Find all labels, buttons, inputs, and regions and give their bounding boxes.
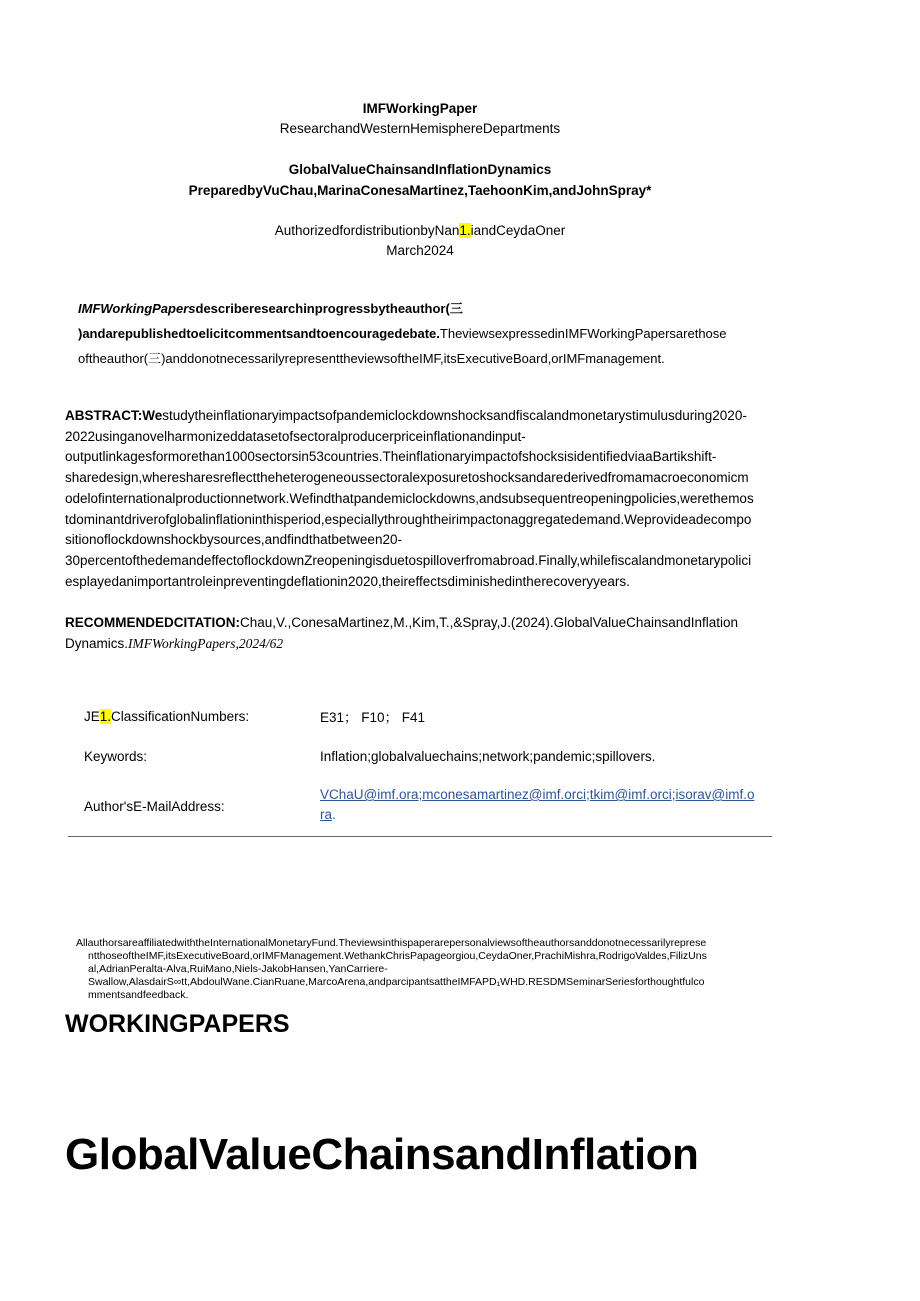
abstract-line: 2022usinganovelharmonizeddatasetofsectoralproducerpriceinflationandinput- <box>65 428 526 444</box>
email-link[interactable]: VChaU@imf.ora <box>320 787 419 802</box>
abstract-line: outputlinkagesformorethan1000sectorsin53countries.TheinflationaryimpactofshocksisidentifiedviaaBartikshift- <box>65 449 717 465</box>
email-label: Author'sE-MailAddress: <box>84 799 225 814</box>
series-label: IMFWorkingPaper <box>362 101 478 116</box>
citation-series: IMFWorkingPapers,2024/62 <box>128 636 284 651</box>
disclaimer-bold-1: describeresearchinprogressbytheauthor(三 <box>195 301 463 316</box>
jel-label: JE1.ClassificationNumbers: <box>84 709 250 724</box>
citation-label: RECOMMENDEDCITATION: <box>65 615 240 630</box>
footnote-line: ntthoseoftheIMF,itsExecutiveBoard,orIMFManagement.WethankChrisPapageorgiou,CeydaOner,PrachiMishra,RodrigoValdes,FilizUns <box>88 950 707 962</box>
abstract-line: odelofinternationalproductionnetwork.Wefindthatpandemiclockdowns,andsubsequentreopeningpolicies,werethemos <box>65 490 754 506</box>
working-papers-heading: WORKINGPAPERS <box>65 1010 290 1038</box>
departments: ResearchandWesternHemisphereDepartments <box>279 121 561 136</box>
author-emails: VChaU@imf.ora;mconesamartinez@imf.orci;tkim@imf.orci;isorav@imf.o ra. <box>320 787 755 822</box>
disclaimer <box>78 296 778 371</box>
abstract-line: tdominantdriverofglobalinflationinthisperiod,especiallythroughtheirimpactonaggregatedemand.Weprovideadecompo <box>65 511 752 527</box>
paper-title: GlobalValueChainsandInflationDynamics <box>288 162 552 177</box>
disclaimer-plain: TheviewsexpressedinIMFWorkingPapersarethose <box>439 326 727 341</box>
footnote-line: mmentsandfeedback. <box>88 989 189 1001</box>
abstract-line: sharedesign,wheresharesreflecttheheterogeneoussectoralexposuretoshocksandarederivedfromamacroeconomicm <box>65 470 749 486</box>
jel-codes: E31； F10； F41 <box>320 710 426 725</box>
email-link[interactable]: mconesamartinez@imf.orci <box>422 787 586 802</box>
email-link[interactable]: tkim@imf.orci <box>589 787 672 802</box>
abstract-label: ABSTRACT:We <box>65 408 163 423</box>
keywords-label: Keywords: <box>84 749 148 764</box>
citation-text: Chau,V.,ConesaMartinez,M.,Kim,T.,&Spray,J.(2024).GlobalValueChainsandInflation <box>240 615 739 630</box>
disclaimer-line-2 <box>78 321 778 346</box>
email-link[interactable]: isorav@imf.o <box>675 787 755 802</box>
footnote-line: al,AdrianPeralta-Alva,RuiMano,Niels-JakobHansen,YanCarriere- <box>88 963 388 975</box>
disclaimer-italic-lead: IMFWorkingPapers <box>78 301 196 316</box>
disclaimer-line-1 <box>78 296 778 321</box>
abstract-line: 30percentofthedemandeffectoflockdownZreopeningisduetospilloverfromabroad.Finally,whilefiscalandmonetarypolici <box>65 552 752 568</box>
disclaimer-bold-2: )andarepublishedtoelicitcommentsandtoencouragedebate. <box>78 326 440 341</box>
email-link[interactable]: ra <box>320 807 333 822</box>
footnote-line: AllauthorsareaffiliatedwiththeInternationalMonetaryFund.Theviewsinthispaperarepersonalviewsoftheauthorsanddonotnecessarilyreprese <box>76 937 707 949</box>
keywords-value: Inflation;globalvaluechains;network;pandemic;spillovers. <box>320 749 656 764</box>
prepared-by: PreparedbyVuChau,MarinaConesaMartinez,TaehoonKim,andJohnSpray* <box>188 183 652 198</box>
divider <box>68 836 772 837</box>
abstract <box>65 406 777 592</box>
footnote <box>76 937 776 1002</box>
publication-date: March2024 <box>386 243 454 258</box>
abstract-line: ABSTRACT:Westudytheinflationaryimpactsofpandemiclockdownshocksandfiscalandmonetarystimulusduring2020- <box>65 408 747 423</box>
abstract-line: sitionoflockdownshockbysources,andfindthatbetween20- <box>65 532 402 548</box>
footnote-line: Swallow,AlasdairS∞tt,AbdoulWane.CianRuane,MarcoArena,andparcipantsattheIMFAPD₁WHD.RESDMSeminarSeriesforthoughtfulco <box>88 976 705 988</box>
authorized-suffix: iandCeydaOner <box>470 223 566 238</box>
cover-title: GlobalValueChainsandInflation <box>65 1130 699 1179</box>
authorized-by <box>0 221 840 241</box>
abstract-line: esplayedanimportantroleinpreventingdeflationin2020,theireffectsdiminishedintherecoveryyears. <box>65 573 630 589</box>
authorized-highlight: 1. <box>459 223 471 238</box>
authorized-prefix: AuthorizedfordistributionbyNan <box>274 223 460 238</box>
recommended-citation: RECOMMENDEDCITATION:Chau,V.,ConesaMartinez,M.,Kim,T.,&Spray,J.(2024).GlobalValueChainsandInflation Dynamics.IMFWorkingPapers,2024/62 <box>65 615 739 651</box>
disclaimer-line-3: oftheauthor(三)anddonotnecessarilyrepresenttheviewsoftheIMF,itsExecutiveBoard,orIMFmanagement. <box>78 351 665 366</box>
